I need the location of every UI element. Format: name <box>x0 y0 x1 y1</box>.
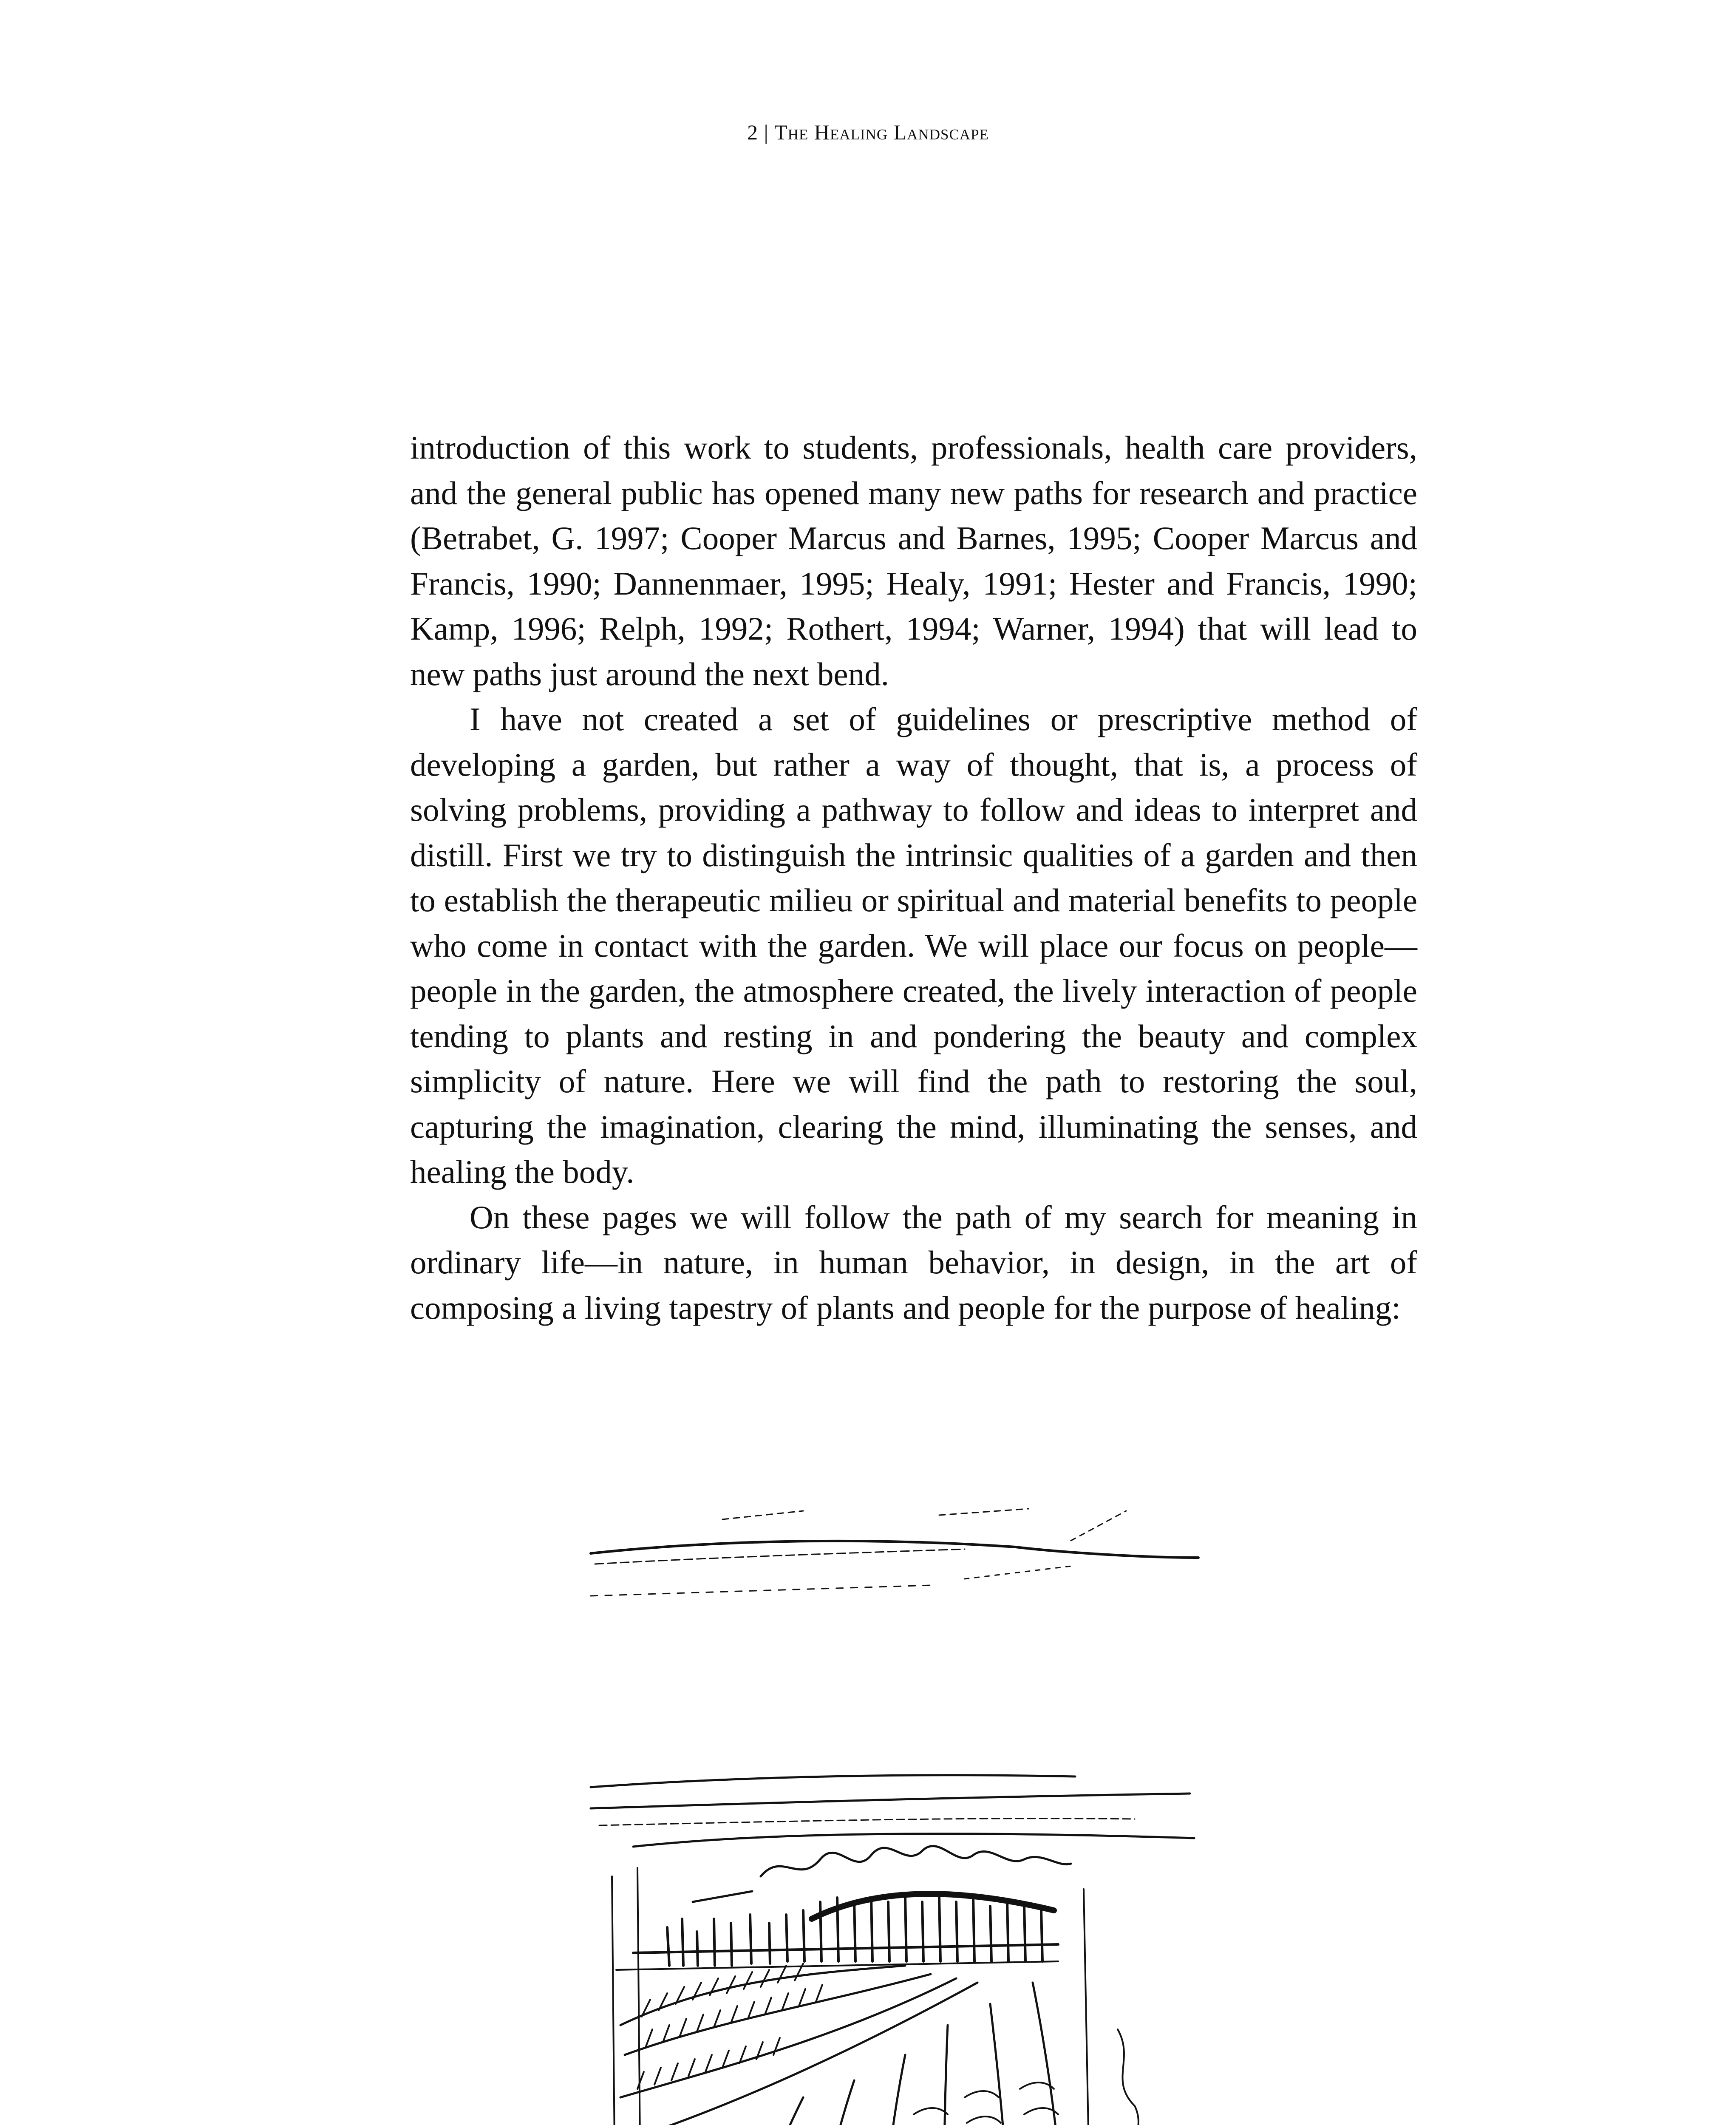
furrows-sketch <box>582 1494 1211 2125</box>
paragraph-2: I have not created a set of guidelines or prescriptive method of developing a garden, but rather a way of thought, that is, a process of solving problems, providing a pathway to follow and ideas to interpret and distill. First we try to distinguish the intrinsic qualities of a garden and then to establish the therapeutic milieu or spiritual and material benefits to people who come in contact with the garden. We will place our focus on people—people in the garden, the atmosphere created, the lively interaction of people tending to plants and resting in and pondering the beauty and complex simplicity of nature. Here we will find the path to restoring the soul, capturing the imagination, clearing the mind, illuminating the senses, and healing the body. <box>410 701 1417 1190</box>
book-title: The Healing Landscape <box>774 120 989 144</box>
header-separator: | <box>764 120 769 144</box>
paragraph-3: On these pages we will follow the path of my search for meaning in ordinary life—in nature, in human behavior, in design, in the art of composing a living tapestry of plants and people for the purpose of healing: <box>410 1198 1417 1326</box>
paragraph-1: introduction of this work to students, professionals, health care providers, and the general public has opened many new paths for research and practice (Betrabet, G. 1997; Cooper Marcus and Barnes, 1995; Cooper Marcus and Francis, 1990; Dannenmaer, 1995; Healy, 1991; Hester and Francis, 1990; Kamp, 1996; Relph, 1992; Rothert, 1994; Warner, 1994) that will lead to new paths just around the next bend. <box>410 429 1417 692</box>
body-text <box>410 425 1417 1330</box>
page-number: 2 <box>747 120 759 144</box>
running-head <box>0 120 1736 144</box>
